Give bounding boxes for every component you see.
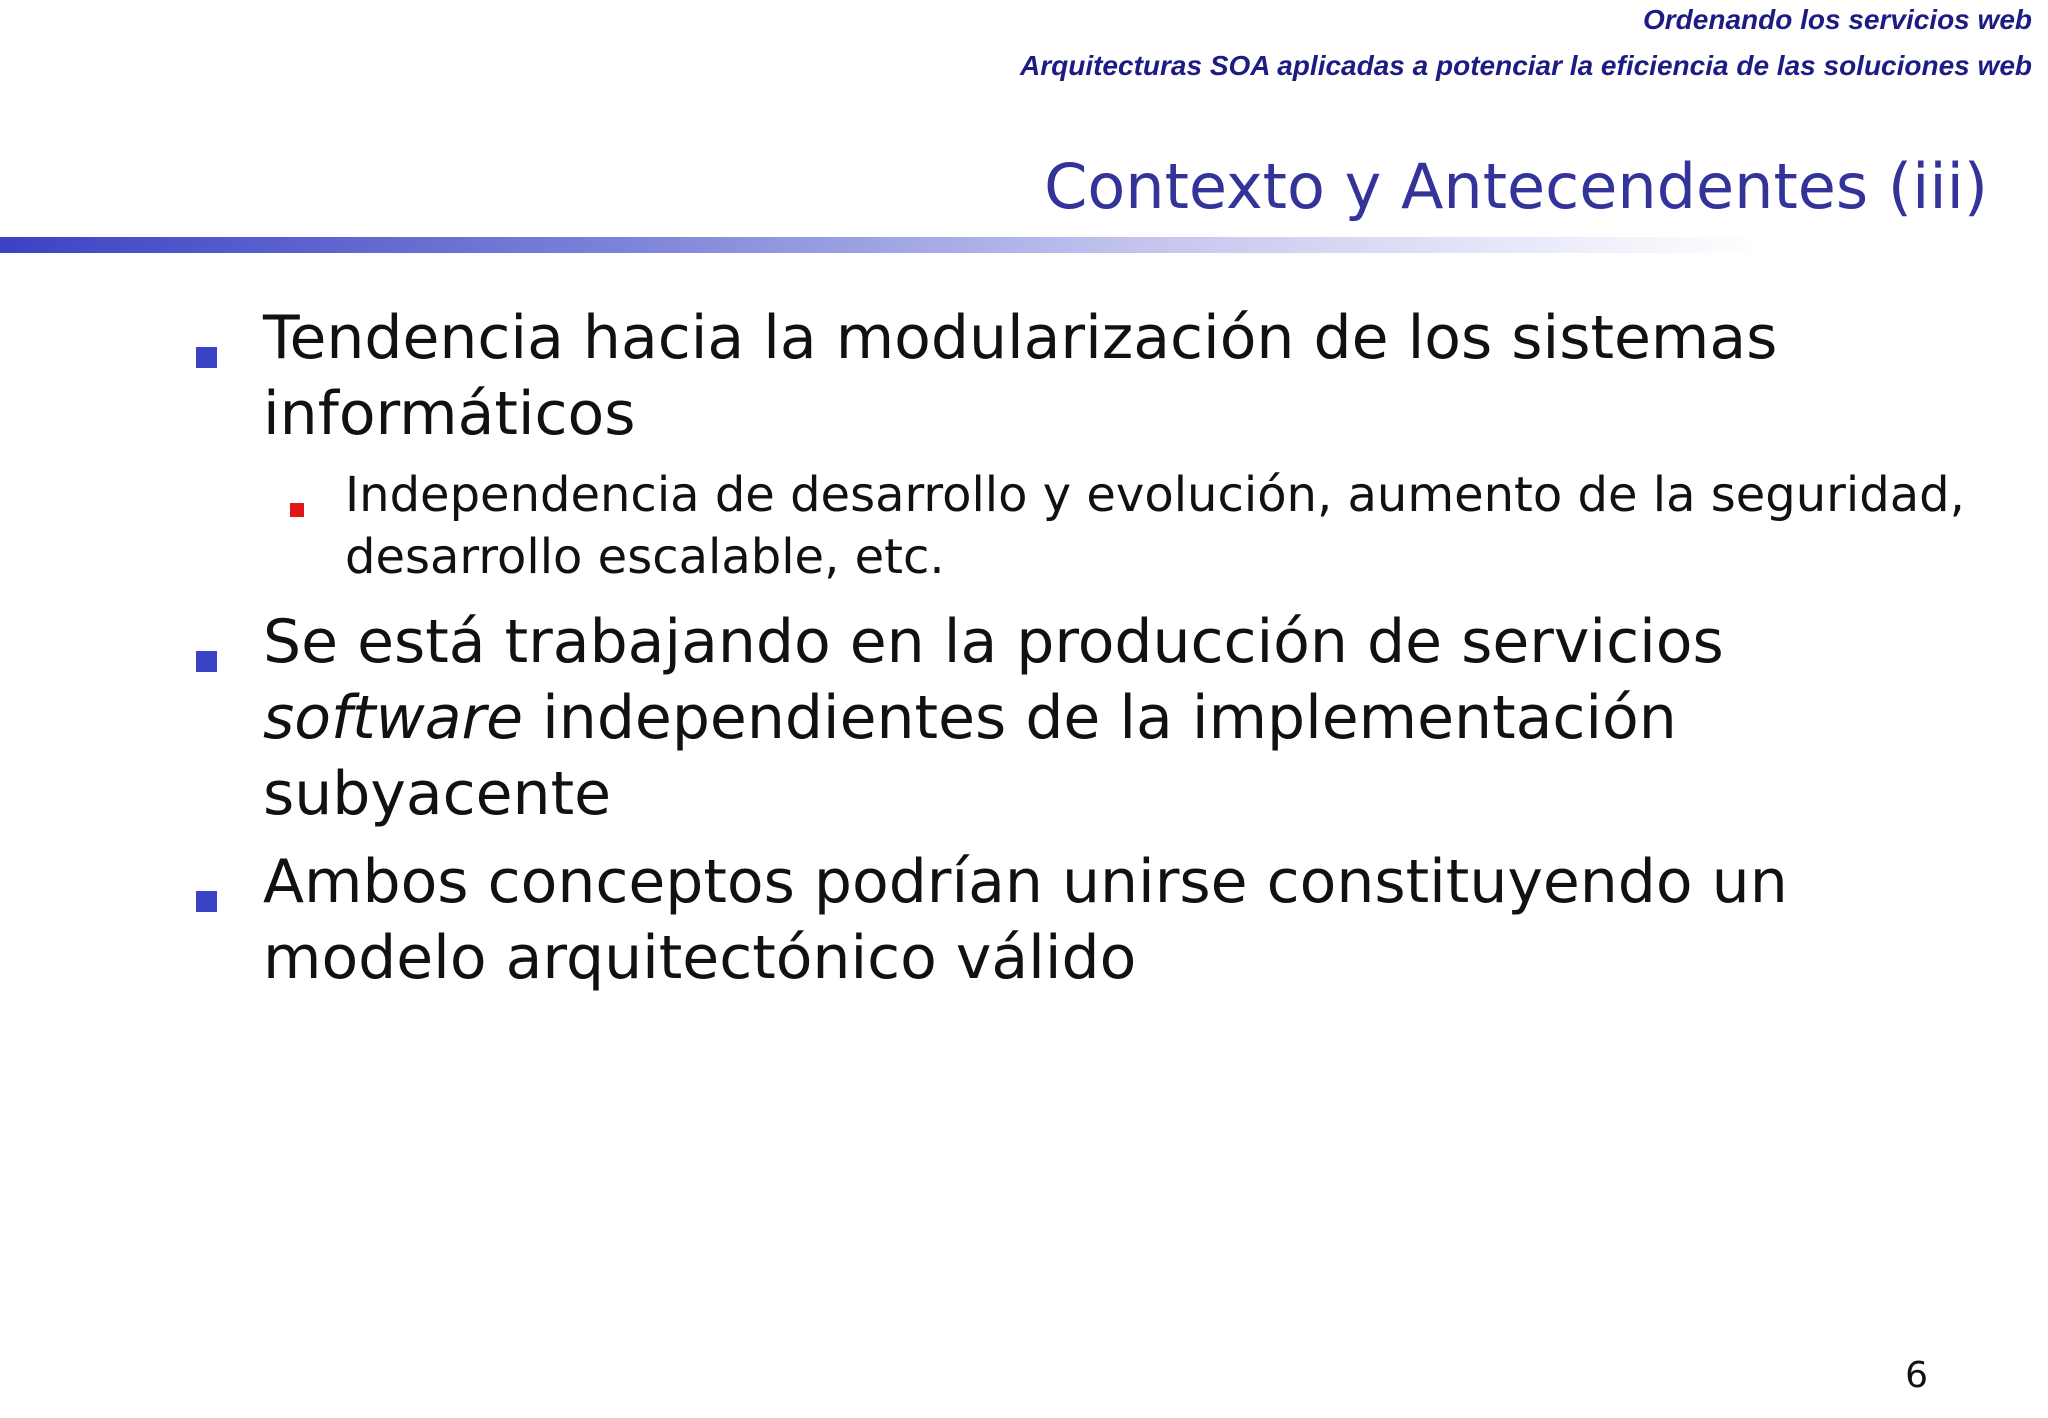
bullet-text-emphasis: software [263,683,524,753]
bullet-text-part: Se está trabajando en la producción de servicios [263,607,1724,677]
square-bullet-icon [196,891,217,912]
header-course-subtitle: Arquitecturas SOA aplicadas a potenciar la eficiencia de las soluciones web [1020,50,2032,81]
square-bullet-icon [196,651,217,672]
bullet-text: Ambos conceptos podrían unirse constituyendo un modelo arquitectónico válido [263,847,1788,993]
slide-title: Contexto y Antecendentes (iii) [1044,150,1988,223]
page-number: 6 [1905,1355,1928,1396]
title-gradient-rule [0,237,1760,253]
bullet-text-part: independientes de la implementación subyacente [263,683,1677,829]
square-bullet-icon [196,347,217,368]
header-course-title: Ordenando los servicios web [1642,4,2032,35]
bullet-item [0,604,2048,832]
sub-bullet-item [0,464,2048,588]
square-sub-bullet-icon [290,503,304,517]
bullet-item [0,300,2048,452]
bullet-text: Tendencia hacia la modularización de los sistemas informáticos [263,303,1778,449]
slide-body [0,300,2048,1008]
sub-bullet-text: Independencia de desarrollo y evolución, aumento de la seguridad, desarrollo escalable, etc. [345,467,1965,585]
bullet-item [0,844,2048,996]
